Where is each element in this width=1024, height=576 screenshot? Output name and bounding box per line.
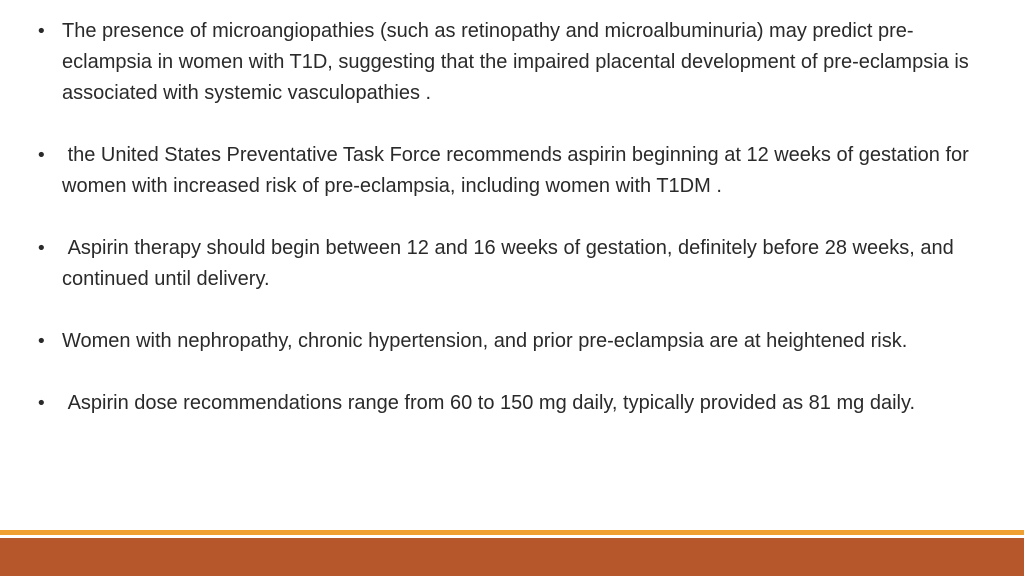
bullet-list [36, 16, 976, 419]
bullet-text: the United States Preventative Task Force recommends aspirin beginning at 12 weeks of gestation for women with increased risk of pre-eclampsia, including women with T1DM . [62, 144, 975, 197]
bullet-text: Aspirin therapy should begin between 12 and 16 weeks of gestation, definitely before 28 weeks, and continued until delivery. [62, 237, 960, 290]
bullet-item-heightened-risk [36, 326, 976, 357]
bullet-item-microangiopathies [36, 16, 976, 109]
bullet-text: The presence of microangiopathies (such as retinopathy and microalbuminuria) may predict pre-eclampsia in women with T1D, suggesting that the impaired placental development of pre-eclampsia is associated with systemic vasculopathies . [62, 20, 975, 104]
bullet-item-aspirin-dose [36, 388, 976, 419]
bullet-marker: • [36, 238, 47, 259]
bullet-marker: • [36, 393, 47, 414]
footer-bar [0, 538, 1024, 576]
bullet-marker: • [36, 21, 47, 42]
bullet-item-task-force [36, 140, 976, 202]
bullet-text: Women with nephropathy, chronic hypertension, and prior pre-eclampsia are at heightened risk. [62, 330, 908, 352]
footer-accent-line [0, 530, 1024, 535]
bullet-text: Aspirin dose recommendations range from 60 to 150 mg daily, typically provided as 81 mg daily. [62, 392, 916, 414]
bullet-marker: • [36, 331, 47, 352]
bullet-marker: • [36, 145, 47, 166]
bullet-item-aspirin-timing [36, 233, 976, 295]
